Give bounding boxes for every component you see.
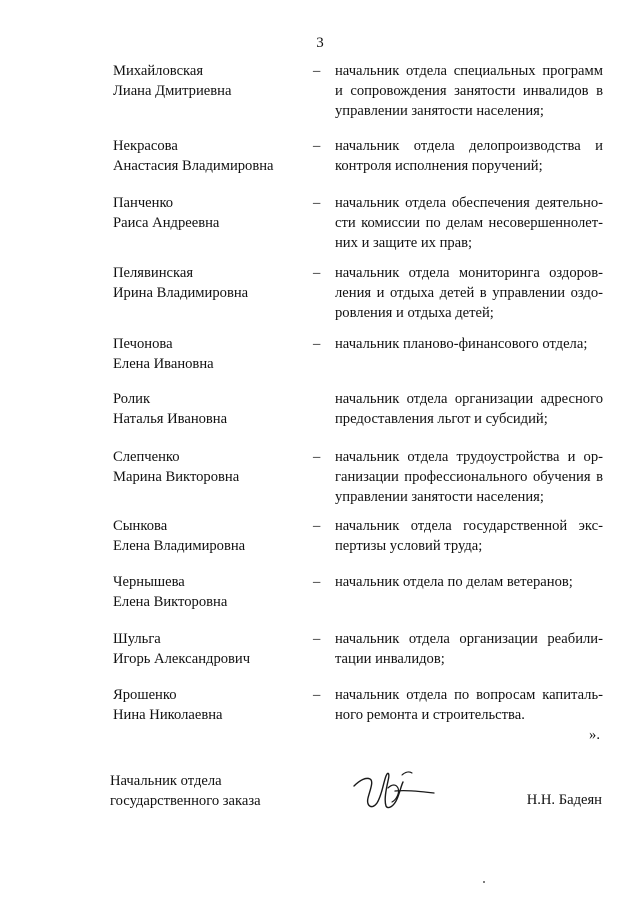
position-text: начальник отдела трудоустройства и организации профессионального обучения в управлении занятости населения; xyxy=(335,449,603,505)
dash: – xyxy=(313,265,321,281)
surname: Шульга xyxy=(113,631,161,647)
dash: – xyxy=(313,138,321,154)
dash: – xyxy=(313,574,321,590)
given-names: Игорь Александрович xyxy=(113,651,251,667)
list-item-7 xyxy=(0,447,640,517)
page-number: 3 xyxy=(316,35,324,51)
given-names: Елена Викторовна xyxy=(113,594,228,610)
position-text: начальник отдела организации адресного предоставления льгот и субсидий; xyxy=(335,391,603,427)
position-text: начальник планово-финансового отдела; xyxy=(335,336,588,352)
position-text: начальник отдела государственной экспертизы условий труда; xyxy=(335,518,603,554)
given-names: Елена Владимировна xyxy=(113,538,246,554)
list-item-3 xyxy=(0,193,640,263)
person-name xyxy=(113,685,303,725)
position-text: начальник отдела специальных программ и сопровождения занятости инвалидов в управлении занятости населения; xyxy=(335,63,603,119)
list-item-11 xyxy=(0,685,640,755)
person-name xyxy=(113,263,303,303)
dash: – xyxy=(313,63,321,79)
surname: Некрасова xyxy=(113,138,178,154)
given-names: Наталья Ивановна xyxy=(113,411,228,427)
surname: Слепченко xyxy=(113,449,180,465)
position-text: начальник отдела делопроизводства и контроля исполнения поручений; xyxy=(335,138,603,174)
signer-title xyxy=(110,771,261,811)
position-text: начальник отдела мониторинга оздоровления и отдыха детей в управлении оздоровления и отдыха детей; xyxy=(335,265,603,321)
position-text: начальник отдела по вопросам капитального ремонта и строительства. xyxy=(335,687,603,723)
signer-title-line-2: государственного заказа xyxy=(110,793,261,809)
surname: Михайловская xyxy=(113,63,204,79)
given-names: Елена Ивановна xyxy=(113,356,214,372)
surname: Печонова xyxy=(113,336,173,352)
surname: Ярошенко xyxy=(113,687,177,703)
person-name xyxy=(113,572,303,612)
position-text: начальник отдела обеспечения деятельности комиссии по делам несовершеннолетних и защите их прав; xyxy=(335,195,603,251)
person-name xyxy=(113,61,303,101)
person-name xyxy=(113,136,303,176)
surname: Панченко xyxy=(113,195,174,211)
position-text: начальник отдела по делам ветеранов; xyxy=(335,574,573,590)
surname: Сынкова xyxy=(113,518,168,534)
person-name xyxy=(113,334,303,374)
given-names: Анастасия Владимировна xyxy=(113,158,274,174)
dash: – xyxy=(313,449,321,465)
dash: – xyxy=(313,687,321,703)
person-name xyxy=(113,193,303,233)
list-item-1 xyxy=(0,61,640,131)
surname: Ролик xyxy=(113,391,151,407)
person-name xyxy=(113,447,303,487)
list-item-4 xyxy=(0,263,640,333)
person-name xyxy=(113,516,303,556)
surname: Чернышева xyxy=(113,574,185,590)
given-names: Лиана Дмитриевна xyxy=(113,83,232,99)
dash: – xyxy=(313,631,321,647)
closing-quote: ». xyxy=(589,727,600,743)
scan-speck xyxy=(483,881,485,883)
surname: Пелявинская xyxy=(113,265,194,281)
given-names: Нина Николаевна xyxy=(113,707,223,723)
dash: – xyxy=(313,518,321,534)
dash: – xyxy=(313,195,321,211)
signer-name: Н.Н. Бадеян xyxy=(526,792,602,808)
signer-title-line-1: Начальник отдела xyxy=(110,773,222,789)
given-names: Раиса Андреевна xyxy=(113,215,220,231)
handwritten-signature xyxy=(350,760,450,820)
dash: – xyxy=(313,336,321,352)
given-names: Марина Викторовна xyxy=(113,469,240,485)
person-name xyxy=(113,389,303,429)
position-text: начальник отдела организации реабилитации инвалидов; xyxy=(335,631,603,667)
given-names: Ирина Владимировна xyxy=(113,285,249,301)
person-name xyxy=(113,629,303,669)
